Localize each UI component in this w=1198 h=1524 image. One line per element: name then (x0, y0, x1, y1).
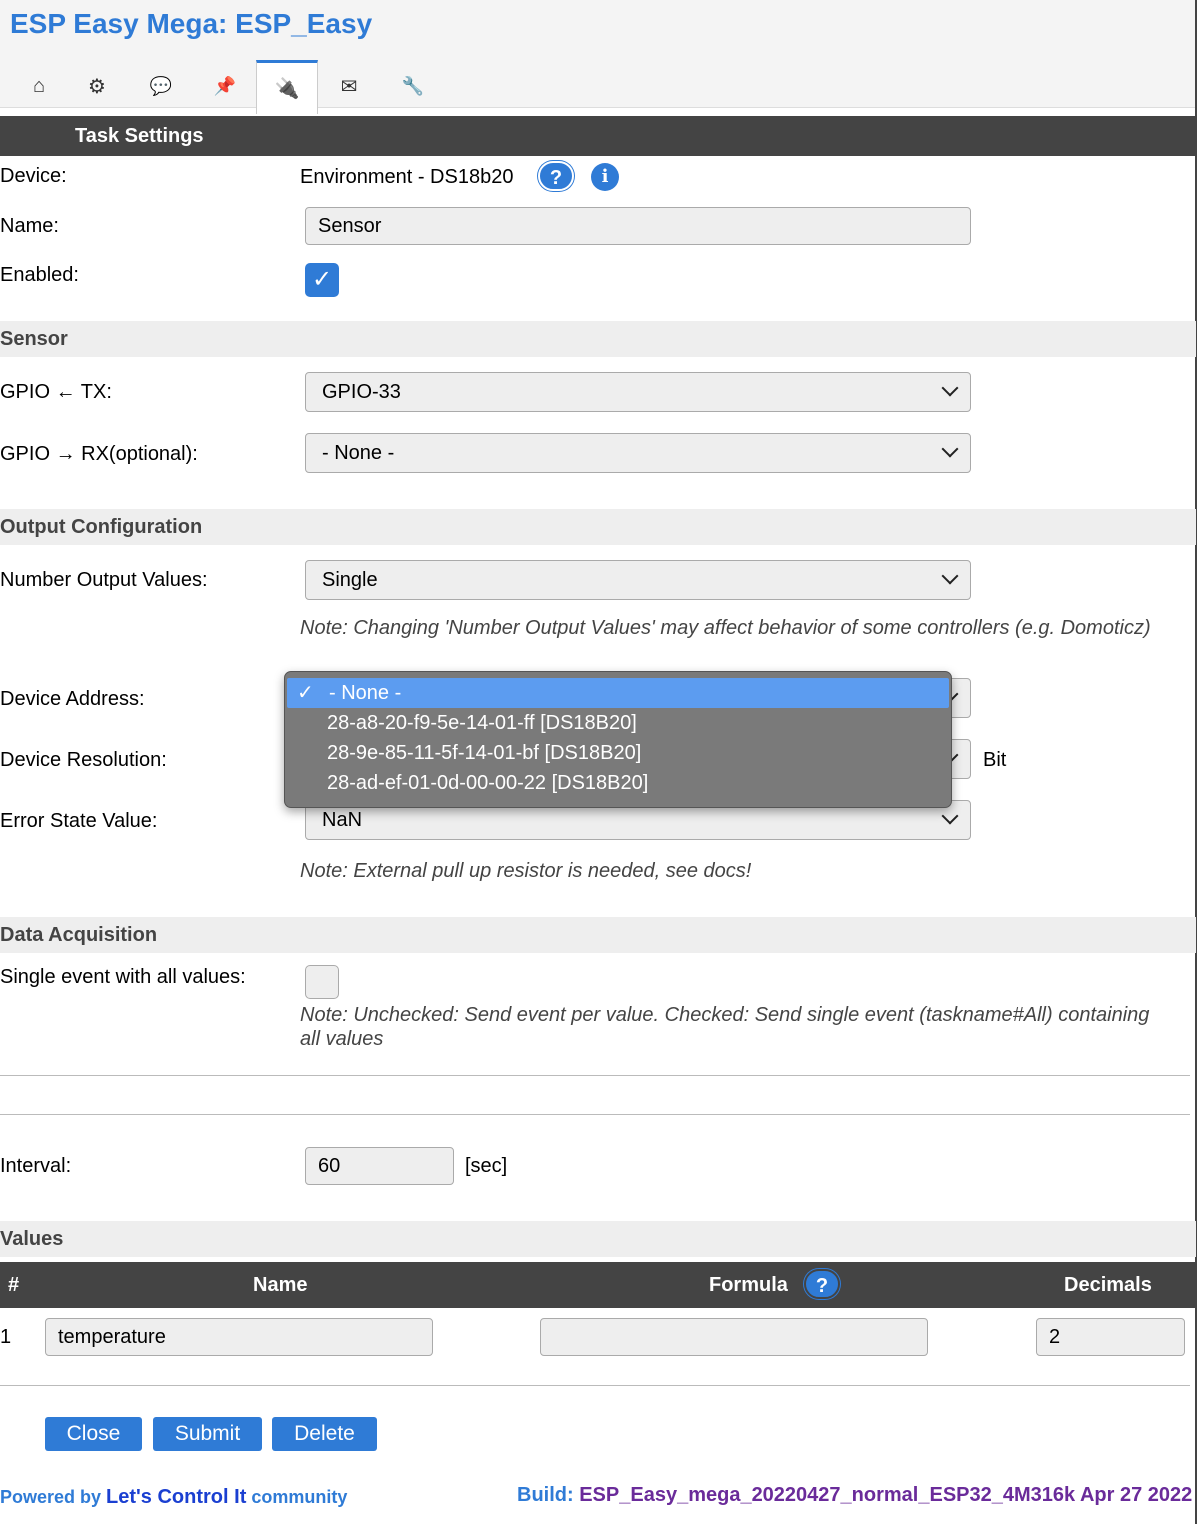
powered-by-text: Powered by (0, 1487, 102, 1507)
tab-controllers[interactable] (130, 62, 192, 110)
interval-input[interactable]: 60 (305, 1147, 454, 1185)
pushpin-icon: 📌 (213, 75, 237, 96)
value-decimals-input[interactable]: 2 (1036, 1318, 1185, 1356)
name-label: Name: (0, 215, 59, 237)
dropdown-option-label: - None - (329, 682, 402, 704)
value-name-input[interactable]: temperature (45, 1318, 433, 1356)
dropdown-option-label: 28-9e-85-11-5f-14-01-bf [DS18B20] (327, 742, 642, 764)
tab-main[interactable] (8, 62, 70, 110)
interval-unit: [sec] (465, 1155, 508, 1177)
row-index: 1 (0, 1326, 12, 1348)
interval-label: Interval: (0, 1155, 72, 1177)
chevron-down-icon (942, 380, 959, 397)
envelope-icon: ✉ (340, 75, 358, 98)
device-label: Device: (0, 165, 67, 187)
value-formula-input[interactable] (540, 1318, 928, 1356)
device-address-label: Device Address: (0, 688, 145, 710)
chevron-down-icon (942, 568, 959, 585)
number-output-note: Note: Changing 'Number Output Values' may affect behavior of some controllers (e.g. Domoticz) (300, 617, 1151, 639)
name-input[interactable]: Sensor (305, 207, 971, 245)
gpio-rx-value: - None - (322, 442, 395, 464)
dropdown-option-none[interactable] (287, 678, 949, 708)
divider (0, 1075, 1190, 1076)
dropdown-option-label: 28-a8-20-f9-5e-14-01-ff [DS18B20] (327, 712, 637, 734)
community-link[interactable]: Let's Control It (106, 1486, 247, 1508)
community-suffix: community (251, 1487, 348, 1507)
divider (0, 1114, 1190, 1115)
output-config-heading: Output Configuration (0, 509, 1196, 545)
column-formula: Formula (709, 1274, 788, 1296)
number-output-select[interactable] (305, 560, 971, 600)
chevron-down-icon (942, 441, 959, 458)
tab-hardware[interactable] (194, 62, 256, 110)
single-event-checkbox[interactable] (305, 965, 339, 999)
single-event-note: Note: Unchecked: Send event per value. Checked: Send single event (taskname#All) containing all values (300, 1004, 1150, 1050)
build-label: Build: (517, 1484, 574, 1506)
footer-build (517, 1484, 1192, 1507)
chevron-down-icon (942, 808, 959, 825)
divider (0, 1385, 1190, 1386)
tab-config[interactable] (66, 62, 128, 110)
tab-tools[interactable] (382, 62, 444, 110)
number-output-value: Single (322, 569, 378, 591)
error-state-value: NaN (322, 809, 363, 831)
column-name: Name (253, 1274, 308, 1296)
formula-help-button[interactable]: ? (804, 1269, 840, 1299)
single-event-label: Single event with all values: (0, 966, 246, 988)
pullup-note: Note: External pull up resistor is needed, see docs! (300, 860, 752, 882)
error-state-label: Error State Value: (0, 810, 158, 832)
checkmark-icon: ✓ (297, 682, 314, 704)
build-value: ESP_Easy_mega_20220427_normal_ESP32_4M316k Apr 27 2022 (579, 1484, 1193, 1506)
values-heading: Values (0, 1221, 1196, 1257)
task-settings-heading: Task Settings (0, 116, 1196, 156)
dropdown-option[interactable] (285, 708, 951, 738)
device-resolution-label: Device Resolution: (0, 749, 167, 771)
sensor-heading: Sensor (0, 321, 1196, 357)
device-info-button[interactable]: i (591, 163, 619, 191)
dropdown-option-label: 28-ad-ef-01-0d-00-00-22 [DS18B20] (327, 772, 649, 794)
gpio-rx-select[interactable] (305, 433, 971, 473)
device-address-dropdown[interactable] (284, 671, 952, 808)
column-decimals: Decimals (1064, 1274, 1152, 1296)
gpio-tx-value: GPIO-33 (322, 381, 401, 403)
column-index: # (8, 1274, 20, 1296)
home-icon: ⌂ (32, 74, 46, 97)
device-help-button[interactable]: ? (538, 161, 574, 191)
speech-bubble-icon: 💬 (149, 75, 173, 96)
enabled-checkbox[interactable]: ✓ (305, 263, 339, 297)
dropdown-option[interactable] (285, 768, 951, 798)
device-value: Environment - DS18b20 (300, 166, 514, 188)
gpio-tx-label: GPIO ← TX: (0, 381, 112, 403)
page-title: ESP Easy Mega: ESP_Easy (10, 8, 373, 39)
number-output-label: Number Output Values: (0, 569, 208, 591)
submit-button[interactable]: Submit (153, 1417, 262, 1451)
resolution-unit: Bit (983, 749, 1007, 771)
gear-icon: ⚙ (88, 75, 106, 98)
tab-devices[interactable] (256, 60, 318, 114)
enabled-label: Enabled: (0, 264, 79, 286)
close-button[interactable]: Close (45, 1417, 142, 1451)
tab-notifications[interactable] (318, 62, 380, 110)
gpio-tx-select[interactable] (305, 372, 971, 412)
gpio-rx-label: GPIO → RX(optional): (0, 443, 198, 465)
dropdown-option[interactable] (285, 738, 951, 768)
wrench-icon: 🔧 (401, 75, 425, 96)
footer-powered-by (0, 1486, 347, 1509)
data-acquisition-heading: Data Acquisition (0, 917, 1196, 953)
values-table-header (0, 1262, 1196, 1308)
delete-button[interactable]: Delete (272, 1417, 377, 1451)
plug-icon: 🔌 (274, 78, 300, 100)
